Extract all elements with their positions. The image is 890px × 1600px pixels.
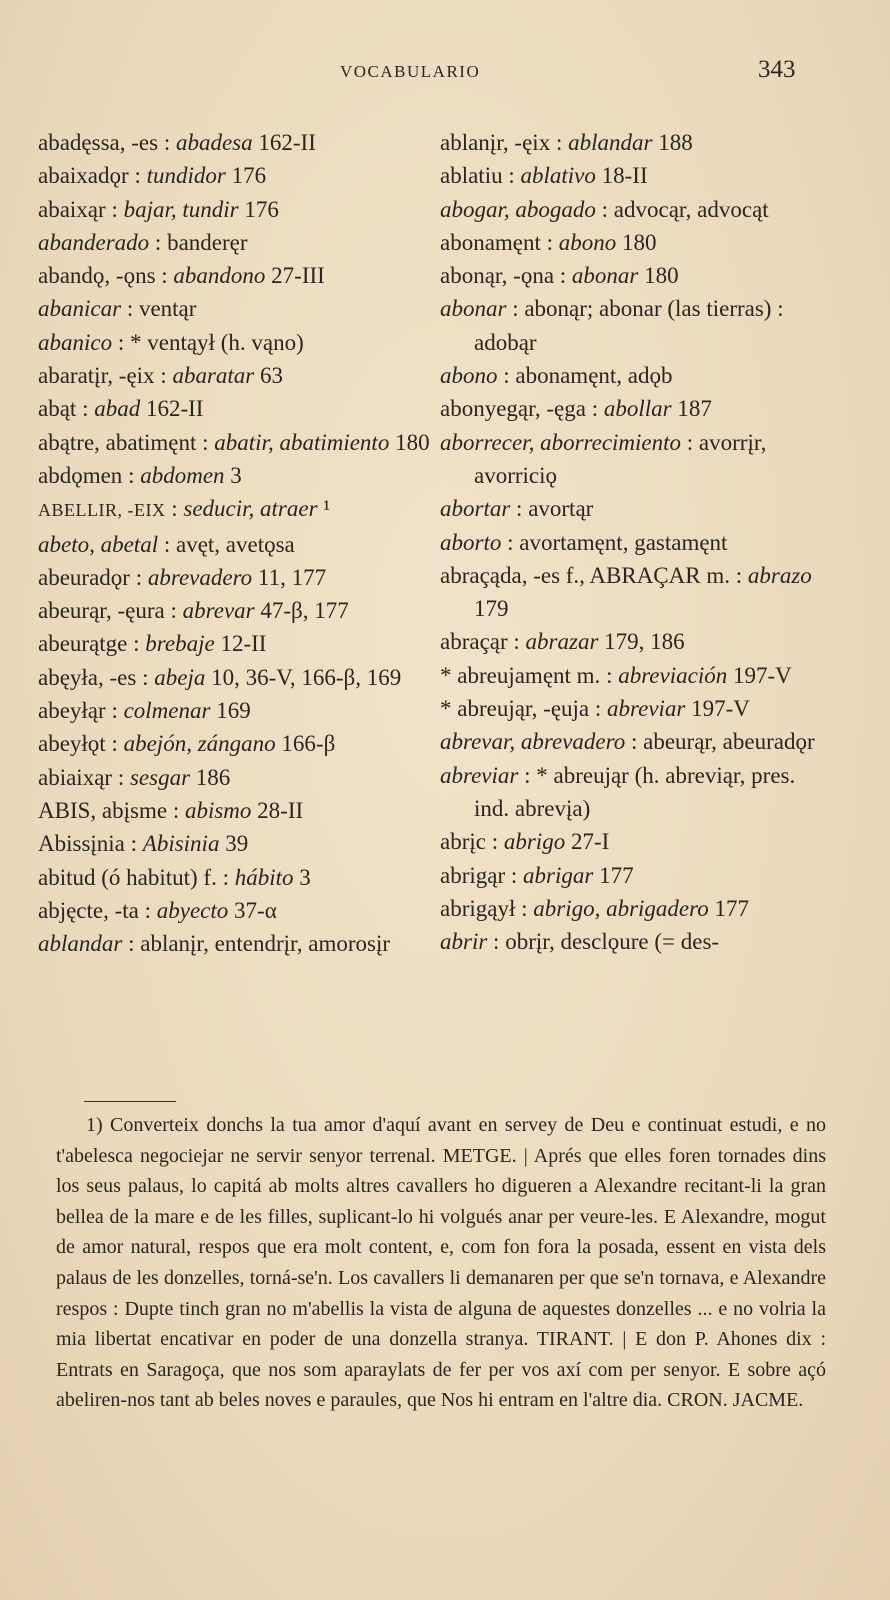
- entry-equivalent: abrigo, abrigadero: [533, 895, 709, 921]
- dictionary-entry: [440, 659, 820, 692]
- entry-equivalent: abreviar: [607, 696, 686, 722]
- entry-equivalent: sesgar: [129, 764, 191, 790]
- dictionary-entry: [38, 459, 430, 492]
- entry-headword: abraçąda, -es f., ABRAÇAR m.: [440, 562, 730, 588]
- entry-reference: 176: [238, 196, 279, 222]
- entry-reference: 176: [225, 163, 267, 189]
- entry-separator: :: [149, 229, 168, 255]
- entry-equivalent: abejón, zángano: [123, 731, 276, 757]
- entry-headword: abeurąr, -ęura: [38, 598, 165, 624]
- entry-headword: abonyegąr, -ęga: [440, 396, 586, 422]
- entry-headword: Abissįnia: [38, 831, 125, 857]
- dictionary-entry: [440, 492, 820, 525]
- entry-equivalent: abadesa: [175, 130, 253, 155]
- entry-separator: :: [136, 664, 155, 690]
- entry-equivalent: abreviación: [618, 662, 728, 688]
- entry-reference: 162-II: [140, 396, 204, 422]
- dictionary-entry: [440, 193, 820, 226]
- entry-equivalent: tundidor: [146, 163, 226, 189]
- entry-equivalent: abrevadero: [147, 564, 253, 590]
- dictionary-entry: [440, 292, 820, 359]
- entry-reference: 10, 36-V, 166-β, 169: [205, 664, 402, 690]
- entry-reference: 3: [224, 462, 242, 488]
- dictionary-entry: [440, 126, 820, 159]
- entry-reference: 169: [210, 698, 251, 724]
- dictionary-entry: [440, 725, 820, 758]
- entry-reference: 39: [219, 831, 249, 857]
- entry-equivalent: abyecto: [156, 897, 229, 923]
- dictionary-entry: [440, 526, 820, 559]
- entry-equivalent: abollar: [603, 396, 672, 422]
- entry-equivalent: Abisinia: [142, 831, 220, 857]
- entry-headword: abitud (ó habitut) f.: [38, 864, 217, 890]
- entry-headword: abątre, abatimęnt: [38, 429, 197, 455]
- entry-separator: :: [730, 562, 748, 588]
- dictionary-entry: [38, 927, 430, 960]
- entry-headword: abjęcte, -ta: [38, 897, 139, 923]
- dictionary-entry: [440, 159, 820, 192]
- entry-reference: 177: [708, 895, 749, 921]
- entry-separator: :: [164, 598, 183, 624]
- entry-headword: ablatiu: [440, 163, 503, 189]
- entry-reference: 47-β, 177: [254, 598, 349, 624]
- dictionary-entry: [440, 226, 820, 259]
- dictionary-entry: [440, 359, 820, 392]
- entry-reference: 27-III: [265, 263, 325, 289]
- dictionary-entry: [38, 359, 430, 392]
- entry-headword: abeuradǫr: [38, 564, 130, 590]
- entry-headword: abrir: [440, 929, 488, 955]
- entry-reference: 162-II: [252, 130, 316, 155]
- dictionary-entry: [38, 661, 430, 694]
- dictionary-entry: [440, 392, 820, 425]
- dictionary-entry: [38, 126, 430, 159]
- entry-equivalent: hábito: [234, 864, 294, 890]
- entry-reference: 180: [638, 263, 679, 289]
- dictionary-entry: [38, 594, 430, 627]
- dictionary-entry: [440, 625, 820, 658]
- entry-headword: abanderado: [38, 229, 150, 255]
- footnote: 1) Converteix donchs la tua amor d'aquí avant en servey de Deu e continuat estudi, e no t'abelesca negociejar ne servir senyor terrenal. METGE. | Aprés que elles foren tornades dins los seus palaus, lo capitá ab molts altres cavallers ho digueren a Alexandre recitant-li la gran bellea de la mare e de les filles, suplicant-lo hi volgués anar per veure-les. E Alexandre, mogut de amor natural, respos que era molt content, e, com fon fora la posada, essent en vista dels palaus de les donzelles, torná-se'n. Los cavallers li demanaren per que se'n tornava, e Alexandre respos : Dupte tinch gran no m'abellis la vista de alguna de aquestes donzelles ... e no volria la mia libertat encativar en poder de una donzella stranya. TIRANT. | E don P. Ahones dix : Entrats en Saragoça, que nos som aparaylats de fer per vos axí com per senyor. E sobre açó abeliren-nos tant ab beles noves e paraules, que Nos hi entram en l'altre dia. CRON. JACME.: [56, 1114, 826, 1412]
- dictionary-entry: [38, 426, 430, 459]
- entry-headword: * abreująr, -ęuja: [440, 696, 590, 722]
- entry-separator: :: [501, 529, 520, 555]
- entry-equivalent: abad: [94, 396, 141, 422]
- dictionary-entry: [38, 326, 430, 359]
- entry-reference: 3: [293, 864, 311, 890]
- entry-separator: :: [155, 263, 174, 289]
- entry-reference: 27-I: [565, 829, 610, 855]
- dictionary-entry: [440, 426, 820, 493]
- dictionary-entry: [38, 561, 430, 594]
- entry-reference: banderęr: [167, 229, 248, 255]
- entry-reference: abeurąr, abeuradǫr: [643, 729, 815, 755]
- entry-reference: avortamęnt, gastamęnt: [519, 529, 728, 555]
- entry-headword: abogar, abogado: [440, 196, 596, 222]
- entry-headword: abrigąył: [440, 895, 516, 921]
- entry-equivalent: abdomen: [140, 462, 225, 488]
- entry-reference: 179, 186: [598, 629, 685, 655]
- entry-equivalent: abrazar: [525, 629, 599, 655]
- entry-separator: :: [505, 862, 524, 888]
- dictionary-entry: [38, 794, 430, 827]
- entry-headword: abonamęnt: [440, 229, 541, 255]
- entry-separator: :: [158, 130, 176, 155]
- entry-reference: 180: [616, 229, 657, 255]
- entry-headword: abeyłąr: [38, 698, 106, 724]
- entry-separator: :: [540, 229, 559, 255]
- entry-reference: 177: [593, 862, 634, 888]
- dictionary-entry: [38, 392, 430, 425]
- dictionary-entry: [440, 825, 820, 858]
- entry-headword: abeurątge: [38, 631, 128, 657]
- dictionary-entry: [38, 528, 430, 561]
- entry-reference: * abreująr (h. abreviąr, pres. ind. abrevįa): [474, 762, 796, 821]
- dictionary-entry: [38, 259, 430, 292]
- entry-headword: aborto: [440, 529, 502, 555]
- entry-separator: :: [487, 929, 506, 955]
- entry-headword: abaratįr, -ęix: [38, 363, 155, 389]
- entry-reference: ¹: [317, 496, 331, 522]
- entry-headword: ablandar: [38, 931, 123, 957]
- entry-headword: ABELLIR, -EIX: [38, 500, 166, 521]
- dictionary-entry: [38, 292, 430, 325]
- entry-headword: abrevar, abrevadero: [440, 729, 626, 755]
- footnote-rule: [84, 1101, 176, 1102]
- entry-headword: abrigąr: [440, 862, 506, 888]
- entry-headword: abreviar: [440, 762, 519, 788]
- dictionary-entry: [38, 827, 430, 860]
- right-column: [440, 126, 820, 958]
- entry-separator: :: [105, 196, 124, 222]
- entry-separator: :: [105, 731, 124, 757]
- entry-reference: 197-V: [727, 662, 792, 688]
- entry-separator: :: [515, 895, 534, 921]
- entry-separator: :: [165, 496, 184, 522]
- entry-equivalent: brebaje: [145, 631, 215, 657]
- entry-separator: :: [122, 931, 141, 957]
- entry-separator: :: [196, 429, 215, 455]
- entry-headword: abdǫmen: [38, 462, 123, 488]
- dictionary-entry: [440, 692, 820, 725]
- entry-headword: abadęssa, -es: [38, 130, 159, 155]
- entry-reference: 12-II: [214, 631, 267, 657]
- entry-separator: :: [128, 163, 147, 189]
- entry-reference: avorrįr, avorriciǫ: [474, 429, 767, 488]
- entry-equivalent: abonar: [571, 263, 639, 289]
- entry-headword: abanico: [38, 329, 113, 355]
- entry-separator: :: [550, 130, 569, 155]
- dictionary-entry: [38, 861, 430, 894]
- entry-equivalent: abeja: [154, 664, 206, 690]
- running-head: VOCABULARIO: [340, 62, 481, 81]
- dictionary-entry: [38, 627, 430, 660]
- entry-headword: abaixadǫr: [38, 163, 129, 189]
- entry-headword: abaixąr: [38, 196, 106, 222]
- entry-separator: :: [138, 897, 157, 923]
- entry-headword: abeto, abetal: [38, 531, 159, 557]
- entry-separator: :: [485, 829, 504, 855]
- entry-separator: :: [502, 163, 521, 189]
- entry-separator: :: [76, 396, 95, 422]
- entry-separator: :: [554, 263, 572, 289]
- entry-headword: abanicar: [38, 296, 122, 322]
- entry-equivalent: abrazo: [747, 562, 812, 588]
- entry-reference: 179: [474, 596, 509, 622]
- dictionary-entry: [440, 925, 820, 958]
- entry-headword: * abreujamęnt m.: [440, 662, 601, 688]
- entry-separator: :: [595, 196, 614, 222]
- entry-reference: 63: [254, 363, 283, 389]
- entry-separator: :: [589, 696, 608, 722]
- entry-reference: ablanįr, entendrįr, amorosįr: [140, 931, 391, 957]
- entry-equivalent: abono: [558, 229, 617, 255]
- entry-separator: :: [105, 698, 124, 724]
- entry-separator: :: [121, 296, 139, 322]
- entry-reference: 18-II: [595, 163, 648, 189]
- entry-equivalent: abaratar: [172, 363, 255, 389]
- entry-headword: abąt: [38, 396, 77, 422]
- entry-headword: abandǫ, -ǫns: [38, 263, 156, 289]
- entry-reference: ventąr: [138, 296, 197, 322]
- entry-equivalent: abrigo: [503, 829, 566, 855]
- entry-separator: :: [124, 831, 143, 857]
- entry-reference: 180: [389, 429, 430, 455]
- entry-headword: ABIS, abįsme: [38, 797, 168, 823]
- entry-equivalent: abandono: [173, 263, 266, 289]
- entry-separator: :: [510, 496, 529, 522]
- entry-reference: abonąr; abonar (las tierras) : adobąr: [474, 296, 784, 355]
- entry-equivalent: abrevar: [182, 598, 255, 624]
- entry-separator: :: [167, 797, 185, 823]
- entry-separator: :: [129, 564, 148, 590]
- dictionary-entry: [38, 694, 430, 727]
- entry-reference: 187: [671, 396, 712, 422]
- dictionary-entry: [38, 159, 430, 192]
- entry-reference: 28-II: [251, 797, 304, 823]
- entry-separator: :: [518, 762, 537, 788]
- entry-reference: obrįr, desclǫure (= des-: [505, 929, 720, 955]
- entry-equivalent: abrigar: [523, 862, 594, 888]
- page-number: 343: [758, 56, 796, 83]
- entry-equivalent: seducir, atraer: [183, 496, 318, 522]
- entry-headword: abiaixąr: [38, 764, 113, 790]
- dictionary-entry: [440, 892, 820, 925]
- page-header: [0, 56, 890, 88]
- entry-separator: :: [681, 429, 699, 455]
- entry-headword: abonar: [440, 296, 507, 322]
- entry-separator: :: [216, 864, 235, 890]
- dictionary-entry: [38, 226, 430, 259]
- dictionary-entry: [38, 193, 430, 226]
- entry-headword: abortar: [440, 496, 511, 522]
- entry-separator: :: [506, 296, 525, 322]
- dictionary-entry: [38, 492, 430, 527]
- entry-separator: :: [600, 662, 619, 688]
- entry-equivalent: abatir, abatimiento: [214, 429, 390, 455]
- entry-reference: 188: [652, 130, 693, 155]
- entry-headword: abęyła, -es: [38, 664, 137, 690]
- entry-separator: :: [507, 629, 526, 655]
- entry-separator: :: [158, 531, 176, 557]
- dictionary-entry: [440, 759, 820, 826]
- entry-reference: 166-β: [275, 731, 336, 757]
- entry-equivalent: ablandar: [568, 130, 653, 155]
- entry-separator: :: [497, 363, 516, 389]
- entry-reference: 186: [190, 764, 231, 790]
- entry-reference: 11, 177: [252, 564, 327, 590]
- entry-separator: :: [127, 631, 146, 657]
- entry-headword: aborrecer, aborrecimiento: [440, 429, 682, 455]
- entry-reference: * ventąył (h. vąno): [130, 329, 304, 355]
- dictionary-entry: [38, 727, 430, 760]
- entry-equivalent: ablativo: [520, 163, 596, 189]
- dictionary-entry: [440, 559, 820, 626]
- entry-headword: abraçąr: [440, 629, 508, 655]
- entry-separator: :: [154, 363, 173, 389]
- entry-reference: avortąr: [528, 496, 594, 522]
- left-column: [38, 126, 430, 960]
- entry-reference: avęt, avetǫsa: [175, 531, 295, 557]
- entry-headword: ablanįr, -ęix: [440, 130, 551, 155]
- entry-equivalent: abismo: [184, 797, 252, 823]
- dictionary-entry: [38, 761, 430, 794]
- dictionary-entry: [38, 894, 430, 927]
- entry-separator: :: [112, 329, 130, 355]
- entry-headword: abrįc: [440, 829, 486, 855]
- entry-headword: abonąr, -ǫna: [440, 263, 555, 289]
- dictionary-entry: [440, 859, 820, 892]
- entry-separator: :: [122, 462, 141, 488]
- entry-separator: :: [112, 764, 130, 790]
- entry-headword: abeyłǫt: [38, 731, 106, 757]
- dictionary-entry: [440, 259, 820, 292]
- entry-reference: 37-α: [228, 897, 277, 923]
- entry-equivalent: colmenar: [123, 698, 211, 724]
- entry-reference: abonamęnt, adǫb: [515, 363, 673, 389]
- entry-separator: :: [625, 729, 644, 755]
- entry-reference: 197-V: [685, 696, 750, 722]
- entry-headword: abono: [440, 363, 498, 389]
- entry-equivalent: bajar, tundir: [123, 196, 239, 222]
- entry-reference: advocąr, advocąt: [613, 196, 769, 222]
- entry-separator: :: [585, 396, 604, 422]
